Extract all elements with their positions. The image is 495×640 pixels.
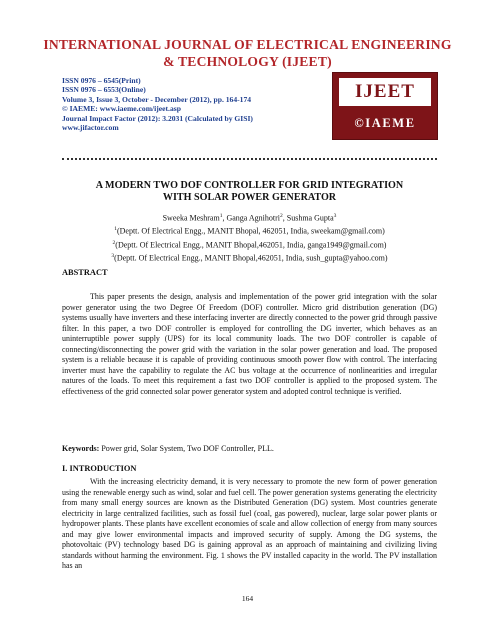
volume-issue: Volume 3, Issue 3, October - December (2012), pp. 164-174 [62,94,252,104]
journal-website[interactable]: © IAEME: www.iaeme.com/ijeet.asp [62,104,181,114]
issn-online: ISSN 0976 – 6553(Online) [62,85,146,95]
keywords-label: Keywords: [62,444,100,453]
affiliation-1 [62,224,437,237]
page-number: 164 [241,594,254,603]
logo-iaeme-text: ©IAEME [354,116,416,130]
journal-title-line2: & TECHNOLOGY (IJEET) [163,54,332,69]
author-names [62,211,437,224]
paper-title-line1: A MODERN TWO DOF CONTROLLER FOR GRID INTEGRATION [95,180,404,191]
affiliation-2-sup: 2 [112,239,116,246]
author-3: Sushma Gupta [286,213,334,223]
ijeet-logo [332,72,438,140]
author-1-sup: 1 [219,213,223,219]
abstract-heading: ABSTRACT [62,268,108,277]
author-1: Sweeka Meshram [162,213,220,223]
author-sep: , [282,213,287,223]
author-block [62,211,437,264]
affiliation-3-text: (Deptt. Of Electrical Engg., MANIT Bhopal,462051, India, sush_gupta@yahoo.com) [114,253,388,263]
author-2-sup: 2 [280,213,283,219]
abstract-body: This paper presents the design, analysis and implementation of the power grid integration with the solar power generator using the two Degree Of Freedom (DOF) controller. Micro grid distribution generation (DG) systems usually have inverters and these interfacing inverter are directly connected to the power grid through passive filter. In this paper, a two DOF controller is employed for controlling the DG inverter, which behaves as an uninterruptible power supply (UPS) for its local community loads. The two DOF controller is capable of connecting/disconnecting the power grid with the variation in the solar power generation and load. The proposed system is a reliable because it is capable of providing continuous smooth power flow with control. The interfacing inverter must have the capability to regulate the AC bus voltage at the occurrence of nonlinearities and irregular natures of the loads. To meet this requirement a fast two DOF controller is applied to the proposed system. The effectiveness of the grid connected solar power generator system and adopted control technique is verified. [62,292,437,396]
issn-print: ISSN 0976 – 6545(Print) [62,76,141,85]
header-divider [62,158,437,160]
keywords-text: Power grid, Solar System, Two DOF Controller, PLL. [99,444,274,453]
author-2: Ganga Agnihotri [226,213,280,223]
introduction-heading: I. INTRODUCTION [62,464,137,473]
affiliation-2 [62,238,437,251]
affiliation-2-text: (Deptt. Of Electrical Engg., MANIT Bhopal,462051, India, ganga1949@gmail.com) [115,240,387,250]
journal-info [62,76,322,132]
affiliation-3 [62,251,437,264]
logo-ijeet-text: IJEET [339,78,431,106]
introduction-body: With the increasing electricity demand, it is very necessary to promote the new form of power generation using the renewable energy such as wind, solar and fuel cell. The power generation systems generating the electricity from many small energy sources are known as the Distributed Generation (DG) system. Most countries generate electricity in large centralized facilities, such as fossil fuel (coal, gas powered), nuclear, large solar power plants or hydropower plants. These plants have excellent economies of scale and allow collection of energy from many sources and may give lower environmental impacts and improved security of supply. Among the DG systems, the photovoltaic (PV) technology based DG is gaining approval as an approach of maintaining and civilizing living standards without harming the environment. Fig. 1 shows the PV installed capacity in the world. The PV installation has an [62,477,437,571]
paper-title [62,180,437,204]
journal-title [40,36,455,70]
affiliation-1-sup: 1 [114,226,117,233]
journal-title-line1: INTERNATIONAL JOURNAL OF ELECTRICAL ENGINEERING [43,37,452,52]
affiliation-3-sup: 3 [111,252,115,259]
impact-factor: Journal Impact Factor (2012): 3.2031 (Calculated by GISI) [62,113,253,123]
author-sep: , [222,213,227,223]
jifactor-link[interactable]: www.jifactor.com [62,123,119,133]
affiliation-1-text: (Deptt. Of Electrical Engg., MANIT Bhopal, 462051, India, sweekam@gmail.com) [116,226,385,236]
keywords-line [62,444,437,453]
author-3-sup: 3 [333,213,337,219]
paper-title-line2: WITH SOLAR POWER GENERATOR [162,192,337,203]
